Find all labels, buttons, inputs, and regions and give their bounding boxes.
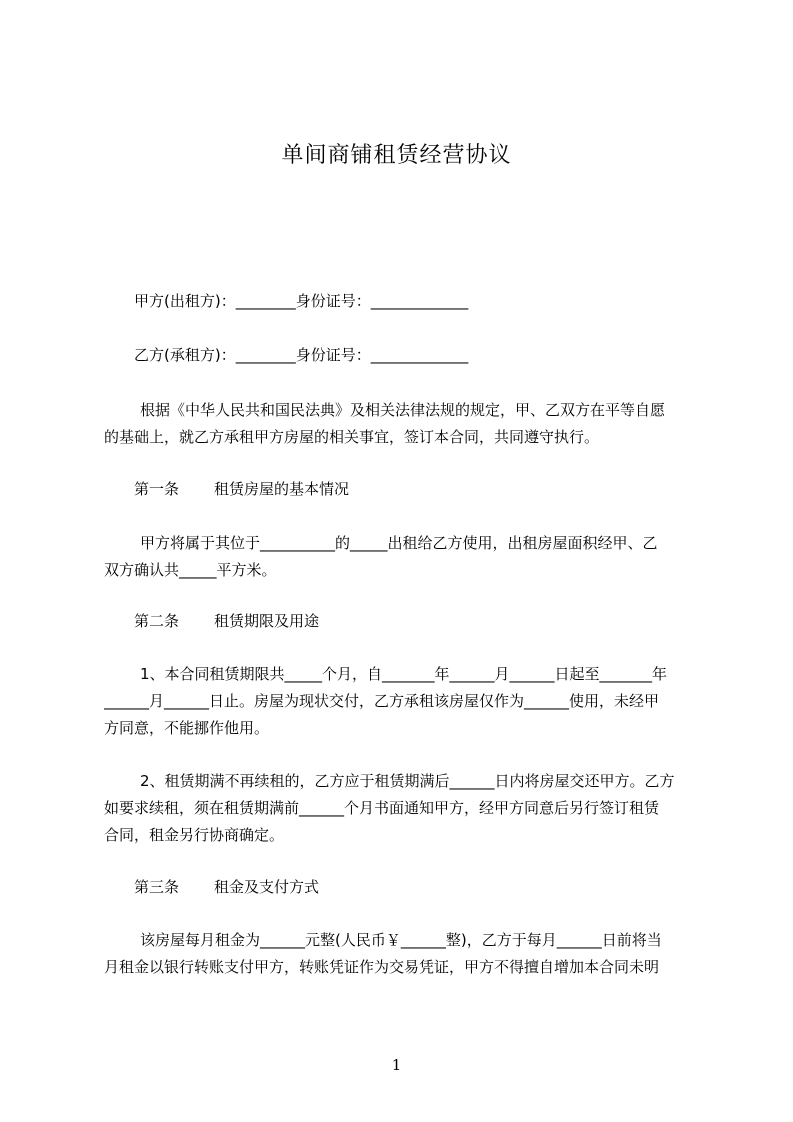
article-3-line-1: 该房屋每月租金为______元整(人民币￥______整)，乙方于每月______日前将当 bbox=[140, 931, 662, 949]
article-1-number: 第一条 bbox=[134, 480, 180, 498]
party-a-line: 甲方(出租方)：________身份证号：_____________ bbox=[134, 292, 469, 310]
article-3-heading bbox=[104, 872, 734, 902]
article-2-title: 租赁期限及用途 bbox=[214, 612, 320, 630]
article-2-clause-2-line-3: 合同，租金另行协商确定。 bbox=[104, 826, 285, 844]
article-1-heading bbox=[104, 474, 734, 504]
article-3-line-2: 月租金以银行转账支付甲方，转账凭证作为交易凭证，甲方不得擅自增加本合同未明 bbox=[104, 958, 660, 976]
article-1-line-2: 双方确认共_____平方米。 bbox=[104, 561, 277, 579]
article-2-clause-2-line-2: 如要求续租，须在租赁期满前______个月书面通知甲方，经甲方同意后另行签订租赁 bbox=[104, 799, 660, 817]
party-b-line: 乙方(承租方)：________身份证号：_____________ bbox=[134, 346, 469, 364]
document-title: 单间商铺租赁经营协议 bbox=[281, 143, 512, 168]
article-2-clause-2-line-1: 2、租赁期满不再续租的，乙方应于租赁期满后______日内将房屋交还甲方。乙方 bbox=[140, 772, 675, 790]
preamble-line-2: 的基础上，就乙方承租甲方房屋的相关事宜，签订本合同，共同遵守执行。 bbox=[104, 428, 600, 446]
article-2-number: 第二条 bbox=[134, 612, 180, 630]
article-1-title: 租赁房屋的基本情况 bbox=[214, 480, 350, 498]
article-1-line-1: 甲方将属于其位于__________的_____出租给乙方使用，出租房屋面积经甲、乙 bbox=[140, 534, 658, 552]
page-number: 1 bbox=[391, 1056, 402, 1074]
article-2-heading bbox=[104, 606, 734, 636]
article-2-clause-1-line-1: 1、本合同租赁期限共_____个月，自_______年______月______日起至_______年 bbox=[140, 665, 668, 683]
preamble-line-1: 根据《中华人民共和国民法典》及相关法律法规的规定，甲、乙双方在平等自愿 bbox=[140, 401, 666, 419]
article-2-clause-1-line-3: 方同意，不能挪作他用。 bbox=[104, 719, 270, 737]
article-2-clause-1-line-2: ______月______日止。房屋为现状交付，乙方承租该房屋仅作为______使用，未经甲 bbox=[104, 692, 660, 710]
article-3-number: 第三条 bbox=[134, 878, 180, 896]
article-3-title: 租金及支付方式 bbox=[214, 878, 320, 896]
